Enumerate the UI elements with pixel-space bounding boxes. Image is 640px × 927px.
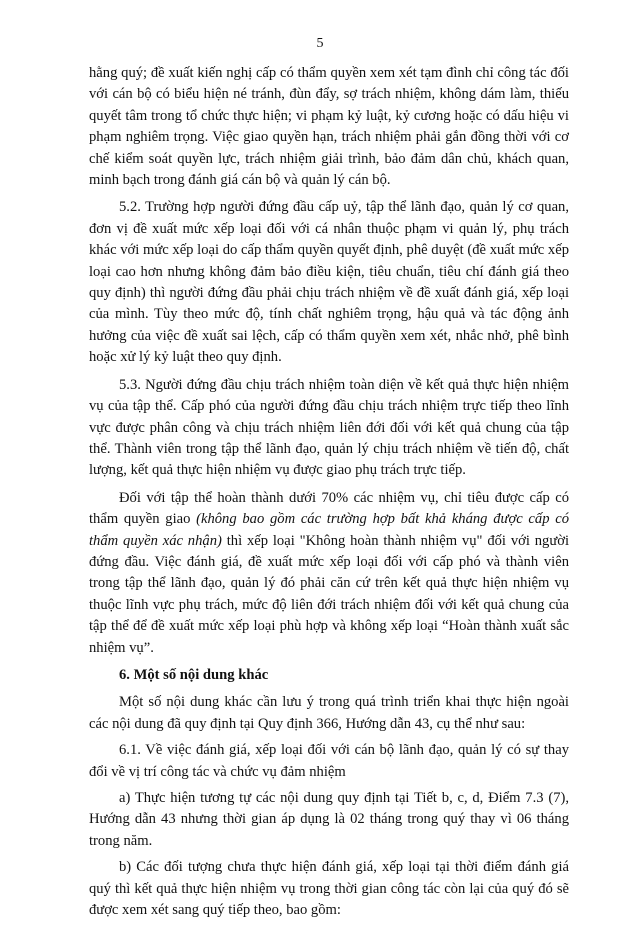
- paragraph-6-1: 6.1. Về việc đánh giá, xếp loại đối với cán bộ lãnh đạo, quản lý có sự thay đổi về vị trí công tác và chức vụ đảm nhiệm: [89, 742, 569, 780]
- document-body: [89, 63, 569, 927]
- paragraph-6-1-b: b) Các đối tượng chưa thực hiện đánh giá, xếp loại tại thời điểm đánh giá quý thì kết quả thực hiện nhiệm vụ trong thời gian công tác còn lại của quý đó sẽ được xem xét sang quý tiếp theo, bao gồm:: [89, 859, 569, 919]
- paragraph-collective-evaluation: [89, 488, 569, 659]
- paragraph-italic-note: (không bao gồm các trường hợp bất khả kháng được cấp có thẩm quyền xác nhận): [89, 511, 569, 549]
- paragraph-section-6-intro: Một số nội dung khác cần lưu ý trong quá trình triển khai thực hiện ngoài các nội dung đã quy định tại Quy định 366, Hướng dẫn 43, cụ thể như sau:: [89, 694, 569, 732]
- paragraph-5-3: 5.3. Người đứng đầu chịu trách nhiệm toàn diện về kết quả thực hiện nhiệm vụ của tập thể. Cấp phó của người đứng đầu chịu trách nhiệm trực tiếp theo lĩnh vực được phân công và chịu trách nhiệm liên đới đối với kết quả chung của tập thể. Thành viên trong tập thể lãnh đạo, quản lý chịu trách nhiệm về tiến độ, chất lượng, kết quả thực hiện nhiệm vụ được giao phụ trách trực tiếp.: [89, 376, 569, 479]
- paragraph-text-after: thì xếp loại "Không hoàn thành nhiệm vụ" đối với người đứng đầu. Việc đánh giá, đề xuất mức xếp loại đối với cấp phó và thành viên trong tập thể lãnh đạo, quản lý đó phải căn cứ trên kết quả thực hiện nhiệm vụ thuộc lĩnh vực phụ trách, mức độ liên đới trách nhiệm đối với kết quả chung của tập thể để đề xuất mức xếp loại phù hợp và không xếp loại “Hoàn thành xuất sắc nhiệm vụ”.: [89, 532, 569, 656]
- paragraph-continuation: hằng quý; đề xuất kiến nghị cấp có thẩm quyền xem xét tạm đình chỉ công tác đối với cán bộ có biểu hiện né tránh, đùn đẩy, sợ trách nhiệm, không dám làm, thiếu quyết tâm trong tổ chức thực hiện; vi phạm kỷ luật, kỷ cương hoặc có dấu hiệu vi phạm nghiêm trọng. Việc giao quyền hạn, trách nhiệm phải gắn đồng thời với cơ chế kiểm soát quyền lực, trách nhiệm giải trình, bảo đảm dân chủ, khách quan, minh bạch trong đánh giá cán bộ và quản lý cán bộ.: [89, 65, 569, 189]
- paragraph-6-1-a: a) Thực hiện tương tự các nội dung quy định tại Tiết b, c, d, Điểm 7.3 (7), Hướng dẫn 43 nhưng thời gian áp dụng là 02 tháng trong quý thay vì 06 tháng trong năm.: [89, 790, 569, 849]
- page-number: 5: [316, 36, 324, 51]
- paragraph-5-2: 5.2. Trường hợp người đứng đầu cấp uỷ, tập thể lãnh đạo, quản lý cơ quan, đơn vị đề xuất mức xếp loại đối với cá nhân thuộc phạm vi quản lý, phụ trách khác với mức xếp loại do cấp thẩm quyền quyết định, phê duyệt (đề xuất mức xếp loại cao hơn nhưng không đảm bảo điều kiện, tiêu chuẩn, tiêu chí đánh giá theo quy định) thì người đứng đầu phải chịu trách nhiệm về đề xuất đánh giá, xếp loại của mình. Tùy theo mức độ, tính chất nghiêm trọng, hậu quả và tác động ảnh hưởng của việc đề xuất sai lệch, cấp có thẩm quyền xem xét, nhắc nhở, phê bình hoặc xử lý kỷ luật theo quy định.: [89, 199, 569, 366]
- paragraph-text-before: Đối với tập thể hoàn thành dưới 70% các nhiệm vụ, chỉ tiêu được cấp có thẩm quyền giao: [89, 489, 569, 528]
- section-heading-6: 6. Một số nội dung khác: [119, 666, 269, 683]
